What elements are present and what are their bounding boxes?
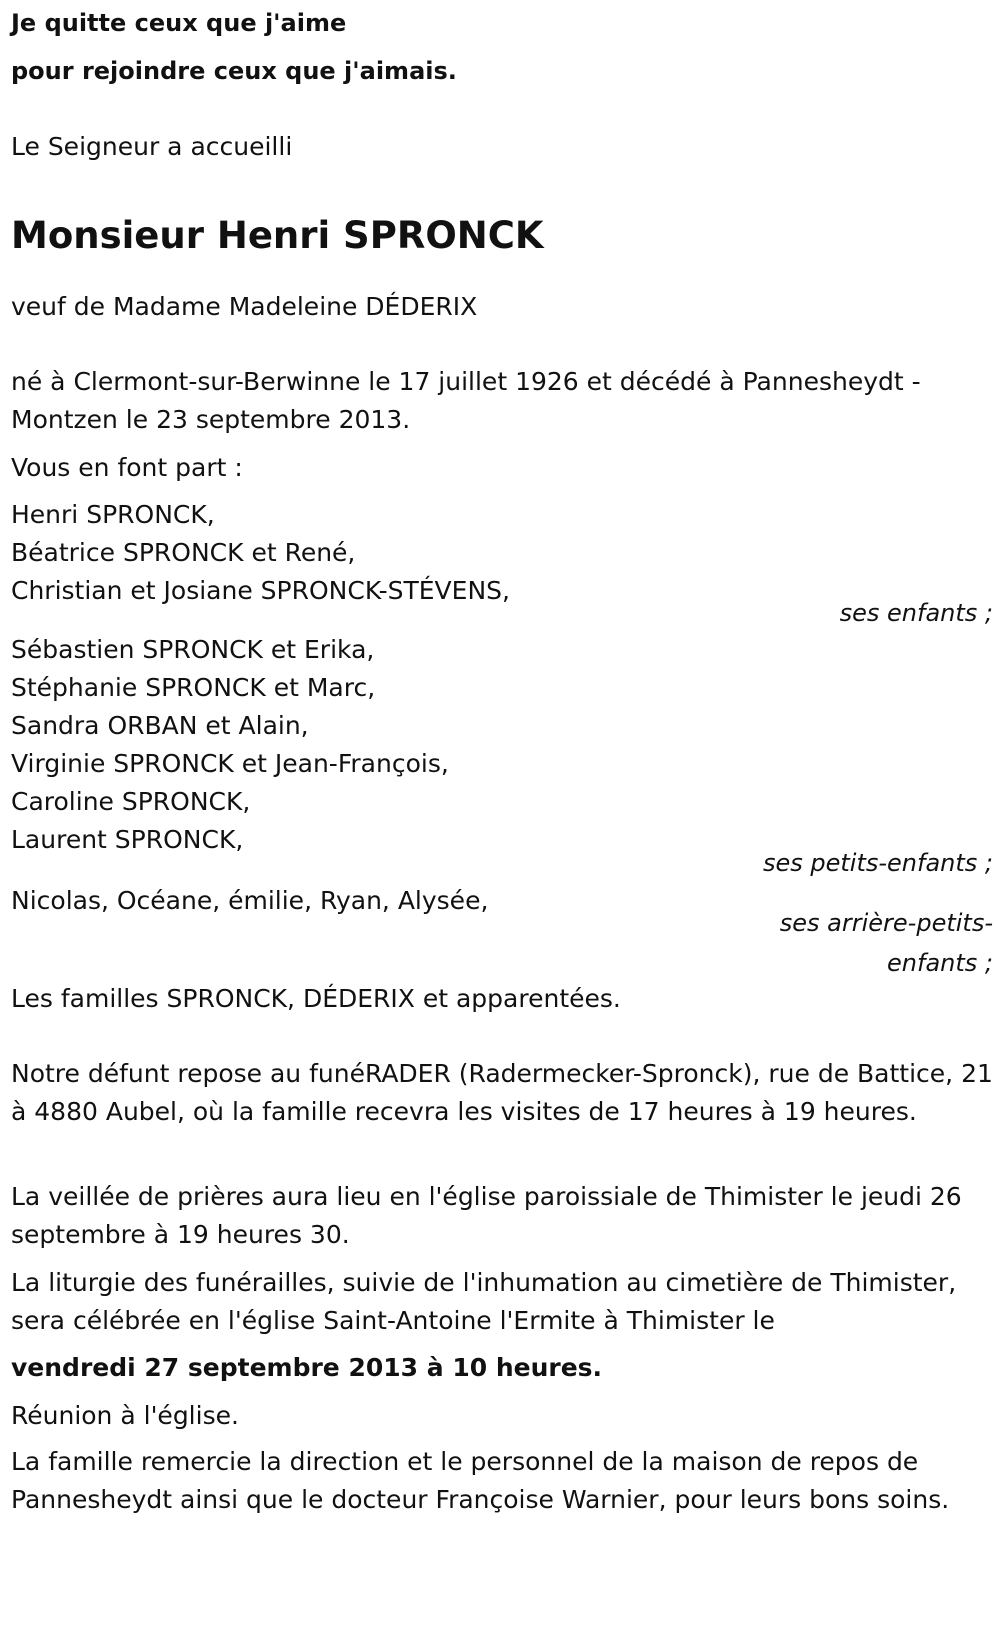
children-role: ses enfants ; xyxy=(839,599,993,627)
grandchild-name: Virginie SPRONCK et Jean-François, xyxy=(11,749,449,778)
epigraph-line-1: Je quitte ceux que j'aime xyxy=(11,9,347,37)
grandchild-name: Caroline SPRONCK, xyxy=(11,787,251,816)
children-list xyxy=(11,496,510,610)
intro-text: Le Seigneur a accueilli xyxy=(11,132,293,161)
birth-death-text: né à Clermont-sur-Berwinne le 17 juillet 1926 et décédé à Pannesheydt - Montzen le 23 septembre 2013. xyxy=(11,367,921,434)
grandchildren-role: ses petits-enfants ; xyxy=(762,849,993,877)
great-grandchildren-role: ses arrière-petits-enfants ; xyxy=(779,909,993,977)
ceremony-date: vendredi 27 septembre 2013 à 10 heures. xyxy=(11,1353,603,1382)
child-name: Béatrice SPRONCK et René, xyxy=(11,538,356,567)
liturgy-paragraph xyxy=(11,1264,993,1340)
repose-paragraph xyxy=(11,1055,993,1131)
grandchildren-list xyxy=(11,631,449,859)
grandchild-name: Stéphanie SPRONCK et Marc, xyxy=(11,673,376,702)
liturgy-text: La liturgie des funérailles, suivie de l'inhumation au cimetière de Thimister, sera célébrée en l'église Saint-Antoine l'Ermite à Thimister le xyxy=(11,1268,957,1335)
repose-text: Notre défunt repose au funéRADER (Radermecker-Spronck), rue de Battice, 21 à 4880 Aubel, où la famille recevra les visites de 17 heures à 19 heures. xyxy=(11,1059,993,1126)
spouse-line: veuf de Madame Madeleine DÉDERIX xyxy=(11,292,478,321)
child-name: Christian et Josiane SPRONCK-STÉVENS, xyxy=(11,576,510,605)
grandchild-name: Sandra ORBAN et Alain, xyxy=(11,711,309,740)
great-grandchildren-names: Nicolas, Océane, émilie, Ryan, Alysée, xyxy=(11,886,489,915)
child-name: Henri SPRONCK, xyxy=(11,500,215,529)
deceased-name: Monsieur Henri SPRONCK xyxy=(11,214,544,257)
thanks-paragraph xyxy=(11,1443,993,1519)
grandchild-name: Laurent SPRONCK, xyxy=(11,825,244,854)
birth-death-paragraph xyxy=(11,363,993,439)
announce-text: Vous en font part : xyxy=(11,453,243,482)
meeting-text: Réunion à l'église. xyxy=(11,1401,239,1430)
thanks-text: La famille remercie la direction et le personnel de la maison de repos de Pannesheydt ainsi que le docteur Françoise Warnier, pour leurs bons soins. xyxy=(11,1447,950,1514)
grandchild-name: Sébastien SPRONCK et Erika, xyxy=(11,635,375,664)
epigraph-line-2: pour rejoindre ceux que j'aimais. xyxy=(11,57,457,85)
families-line: Les familles SPRONCK, DÉDERIX et apparentées. xyxy=(11,984,621,1013)
vigil-paragraph xyxy=(11,1178,993,1254)
vigil-text: La veillée de prières aura lieu en l'église paroissiale de Thimister le jeudi 26 septembre à 19 heures 30. xyxy=(11,1182,962,1249)
